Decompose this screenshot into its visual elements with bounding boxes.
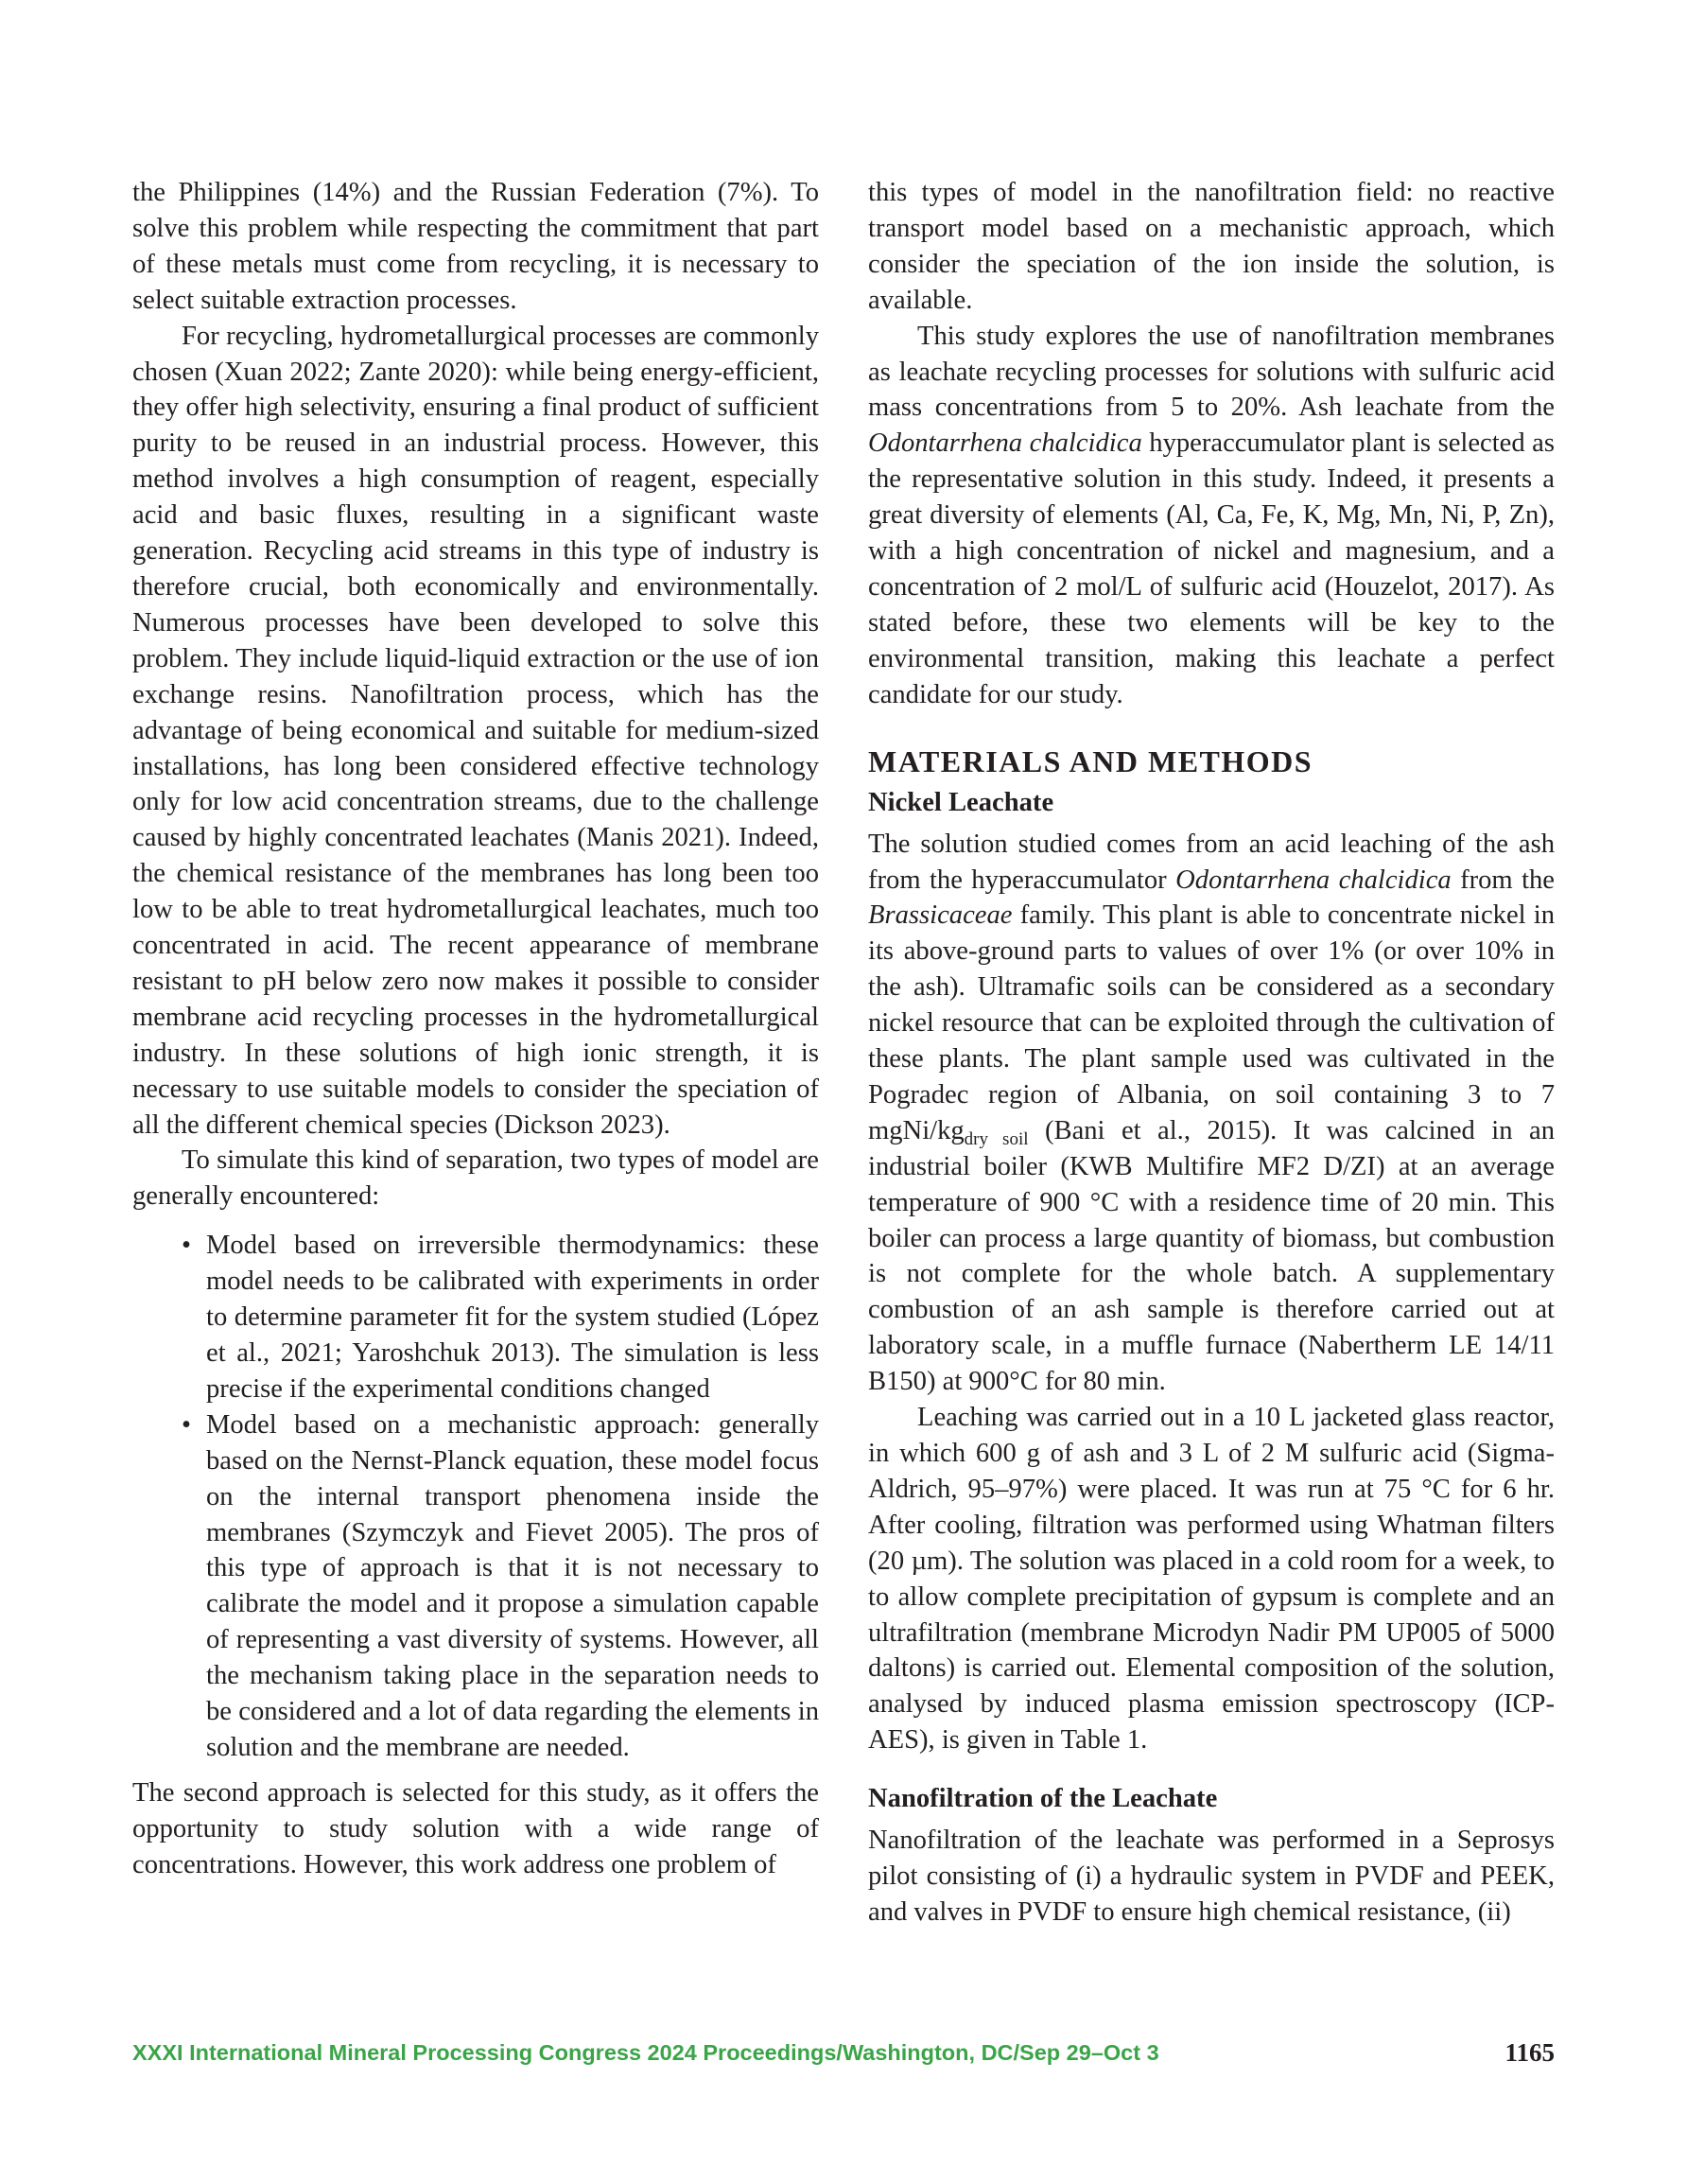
paragraph: the Philippines (14%) and the Russian Federation (7%). To solve this problem while respecting the commitment that part of these metals must come from recycling, it is necessary to select suitable extraction processes. [132, 178, 819, 315]
subscript: dry soil [964, 1128, 1029, 1149]
right-column [868, 175, 1555, 1931]
paragraph: Leaching was carried out in a 10 L jacketed glass reactor, in which 600 g of ash and 3 L of 2 M sulfuric acid (Sigma-Aldrich, 95–97%) were placed. It was run at 75 °C for 6 hr. After cooling, filtration was performed using Whatman filters (20 µm). The solution was placed in a cold room for a week, to to allow complete precipitation of gypsum is complete and an ultrafiltration (membrane Microdyn Nadir PM UP005 of 5000 daltons) is carried out. Elemental composition of the solution, analysed by induced plasma emission spectroscopy (ICP-AES), is given in Table 1. [868, 1403, 1555, 1756]
text-run: (Bani et al., 2015). It was calcined in an industrial boiler (KWB Multifire MF2 D/ZI) at an average temperature of 900 °C with a residence time of 20 min. This boiler can process a large quantity of biomass, but combustion is not complete for the whole batch. A supplementary combustion of an ash sample is therefore carried out at laboratory scale, in a muffle furnace (Nabertherm LE 14/11 B150) at 900°C for 80 min. [868, 1115, 1555, 1397]
subheading: Nickel Leachate [868, 787, 1054, 817]
paragraph: To simulate this kind of separation, two types of model are generally encountered: [132, 1145, 819, 1212]
text-run: This study explores the use of nanofiltration membranes as leachate recycling processes for solutions with sulfuric acid mass concentrations from 5 to 20%. Ash leachate from the [868, 321, 1555, 423]
species-name: Odontarrhena chalcidica [1175, 865, 1452, 895]
family-name: Brassicaceae [868, 900, 1013, 931]
paragraph [868, 827, 1555, 1401]
paragraph: this types of model in the nanofiltration field: no reactive transport model based on a mechanistic approach, which consider the speciation of the ion inside the solution, is available. [868, 178, 1555, 315]
left-column [132, 175, 819, 1883]
list-item: • Model based on a mechanistic approach: generally based on the Nernst-Planck equation, these model focus on the internal transport phenomena inside the membranes (Szymczyk and Fievet 2005). The pros of this type of approach is that it is not necessary to calibrate the model and it propose a simulation capable of representing a vast diversity of systems. However, all the mechanism taking place in the separation needs to be considered and a lot of data regarding the elements in solution and the membrane are needed. [206, 1407, 819, 1766]
paragraph: For recycling, hydrometallurgical processes are commonly chosen (Xuan 2022; Zante 2020): while being energy-efficient, they offer high selectivity, ensuring a final product of sufficient purity to be reused in an industrial process. However, this method involves a high consumption of reagent, especially acid and basic fluxes, resulting in a significant waste generation. Recycling acid streams in this type of industry is therefore crucial, both economically and environmentally. Numerous processes have been developed to solve this problem. They include liquid-liquid extraction or the use of ion exchange resins. Nanofiltration process, which has the advantage of being economical and suitable for medium-sized installations, has long been considered effective technology only for low acid concentration streams, due to the challenge caused by highly concentrated leachates (Manis 2021). Indeed, the chemical resistance of the membranes has long been too low to be able to treat hydrometallurgical leachates, much too concentrated in acid. The recent appearance of membrane resistant to pH below zero now makes it possible to consider membrane acid recycling processes in the hydrometallurgical industry. In these solutions of high ionic strength, it is necessary to use suitable models to consider the speciation of all the different chemical species (Dickson 2023). [132, 321, 819, 1140]
list-item: • Model based on irreversible thermodynamics: these model needs to be calibrated with experiments in order to determine parameter fit for the system studied (López et al., 2021; Yaroshchuk 2013). The simulation is less precise if the experimental conditions changed [206, 1228, 819, 1407]
section-heading: MATERIALS AND METHODS [868, 743, 1313, 778]
text-run: The solution studied comes from an acid leaching of the ash from the hyperaccumulator [868, 829, 1555, 895]
page-number: 1165 [1504, 2038, 1555, 2067]
paragraph [868, 319, 1555, 713]
paragraph: The second approach is selected for this study, as it offers the opportunity to study solution with a wide range of concentrations. However, this work address one problem of [132, 1777, 819, 1879]
text-run: hyperaccumulator plant is selected as the representative solution in this study. Indeed, it presents a great diversity of elements (Al, Ca, Fe, K, Mg, Mn, Ni, P, Zn), with a high concentration of nickel and magnesium, and a concentration of 2 mol/L of sulfuric acid (Houzelot, 2017). As stated before, these two elements will be key to the environmental transition, making this leachate a perfect candidate for our study. [868, 428, 1555, 709]
species-name: Odontarrhena chalcidica [868, 428, 1142, 459]
text-run: family. This plant is able to concentrate nickel in its above-ground parts to values of over 1% (or over 10% in the ash). Ultramafic soils can be considered as a secondary nickel resource that can be exploited through the cultivation of these plants. The plant sample used was cultivated in the Pogradec region of Albania, on soil containing 3 to 7 mgNi/kg [868, 900, 1555, 1145]
paragraph: Nanofiltration of the leachate was performed in a Seprosys pilot consisting of (i) a hydraulic system in PVDF and PEEK, and valves in PVDF to ensure high chemical resistance, (ii) [868, 1826, 1555, 1927]
model-types-list [132, 1228, 819, 1766]
subheading: Nanofiltration of the Leachate [868, 1784, 1218, 1814]
conference-title: XXXI International Mineral Processing Congress 2024 Proceedings/Washington, DC/Sep 29–Oct 3 [132, 2040, 1159, 2065]
text-run: from the [1451, 865, 1555, 895]
page-footer [132, 2035, 1555, 2070]
